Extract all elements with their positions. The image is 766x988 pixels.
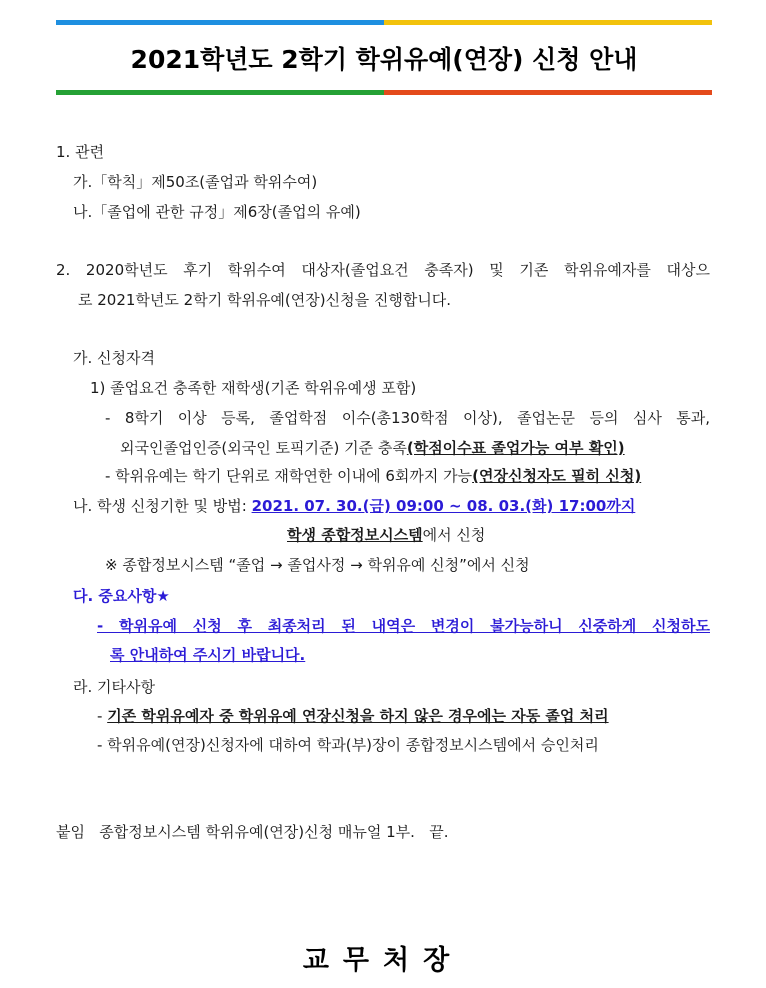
application-period-label: 나. 학생 신청기한 및 방법:	[73, 497, 252, 515]
eligibility-dash-2	[105, 466, 641, 486]
bottom-right-color-bar	[384, 90, 712, 95]
other-dash-1	[97, 706, 609, 726]
bottom-left-color-bar	[56, 90, 384, 95]
important-line-2: 록 안내하여 주시기 바랍니다.	[110, 646, 306, 664]
eligibility-heading: 가. 신청자격	[73, 349, 155, 367]
section-2-line-2: 로 2021학년도 2학기 학위유예(연장)신청을 진행합니다.	[78, 291, 452, 309]
top-left-color-bar	[56, 20, 384, 25]
important-line-1: - 학위유예 신청 후 최종처리 된 내역은 변경이 불가능하니 신중하게 신청하도	[97, 617, 710, 635]
credit-check-note: (학점이수표 졸업가능 여부 확인)	[406, 439, 625, 457]
other-dash-1-prefix: -	[97, 707, 108, 725]
top-right-color-bar	[384, 20, 712, 25]
eligibility-dash-1-line-2	[120, 438, 625, 458]
section-2-line-1: 2. 2020학년도 후기 학위수여 대상자(졸업요건 충족자) 및 기존 학위유예자를 대상으	[56, 261, 710, 279]
student-information-system: 학생 종합정보시스템	[287, 526, 423, 544]
important-heading: 다. 중요사항★	[73, 587, 170, 605]
attachment-line: 붙임 종합정보시스템 학위유예(연장)신청 매뉴얼 1부. 끝.	[56, 823, 449, 841]
document-title: 2021학년도 2학기 학위유예(연장) 신청 안내	[130, 45, 638, 74]
signature-academic-affairs-director: 교무처장	[302, 945, 464, 976]
other-heading: 라. 기타사항	[73, 678, 155, 696]
eligibility-dash-1-text: 외국인졸업인증(외국인 토픽기준) 기준 충족	[120, 439, 407, 457]
application-period-line	[73, 496, 635, 516]
eligibility-dash-2-text: - 학위유예는 학기 단위로 재학연한 이내에 6회까지 가능	[105, 467, 473, 485]
other-dash-2: - 학위유예(연장)신청자에 대하여 학과(부)장이 종합정보시스템에서 승인처리	[97, 736, 599, 754]
application-method-line	[287, 525, 485, 545]
application-method-rest: 에서 신청	[422, 526, 486, 544]
eligibility-item-1: 1) 졸업요건 충족한 재학생(기존 학위유예생 포함)	[90, 379, 417, 397]
eligibility-dash-1-line-1: - 8학기 이상 등록, 졸업학점 이수(총130학점 이상), 졸업논문 등의 심사 통과,	[105, 409, 710, 427]
application-period: 2021. 07. 30.(금) 09:00 ~ 08. 03.(화) 17:00까지	[251, 497, 636, 515]
application-path-note: ※ 종합정보시스템 “졸업 → 졸업사정 → 학위유예 신청”에서 신청	[105, 556, 530, 574]
extension-required-note: (연장신청자도 필히 신청)	[472, 467, 642, 485]
section-1-heading: 1. 관련	[56, 143, 105, 161]
section-1-item-b: 나.「졸업에 관한 규정」제6장(졸업의 유예)	[73, 203, 361, 221]
auto-graduation-note: 기존 학위유예자 중 학위유예 연장신청을 하지 않은 경우에는 자동 졸업 처리	[107, 707, 609, 725]
section-1-item-a: 가.「학칙」제50조(졸업과 학위수여)	[73, 173, 318, 191]
